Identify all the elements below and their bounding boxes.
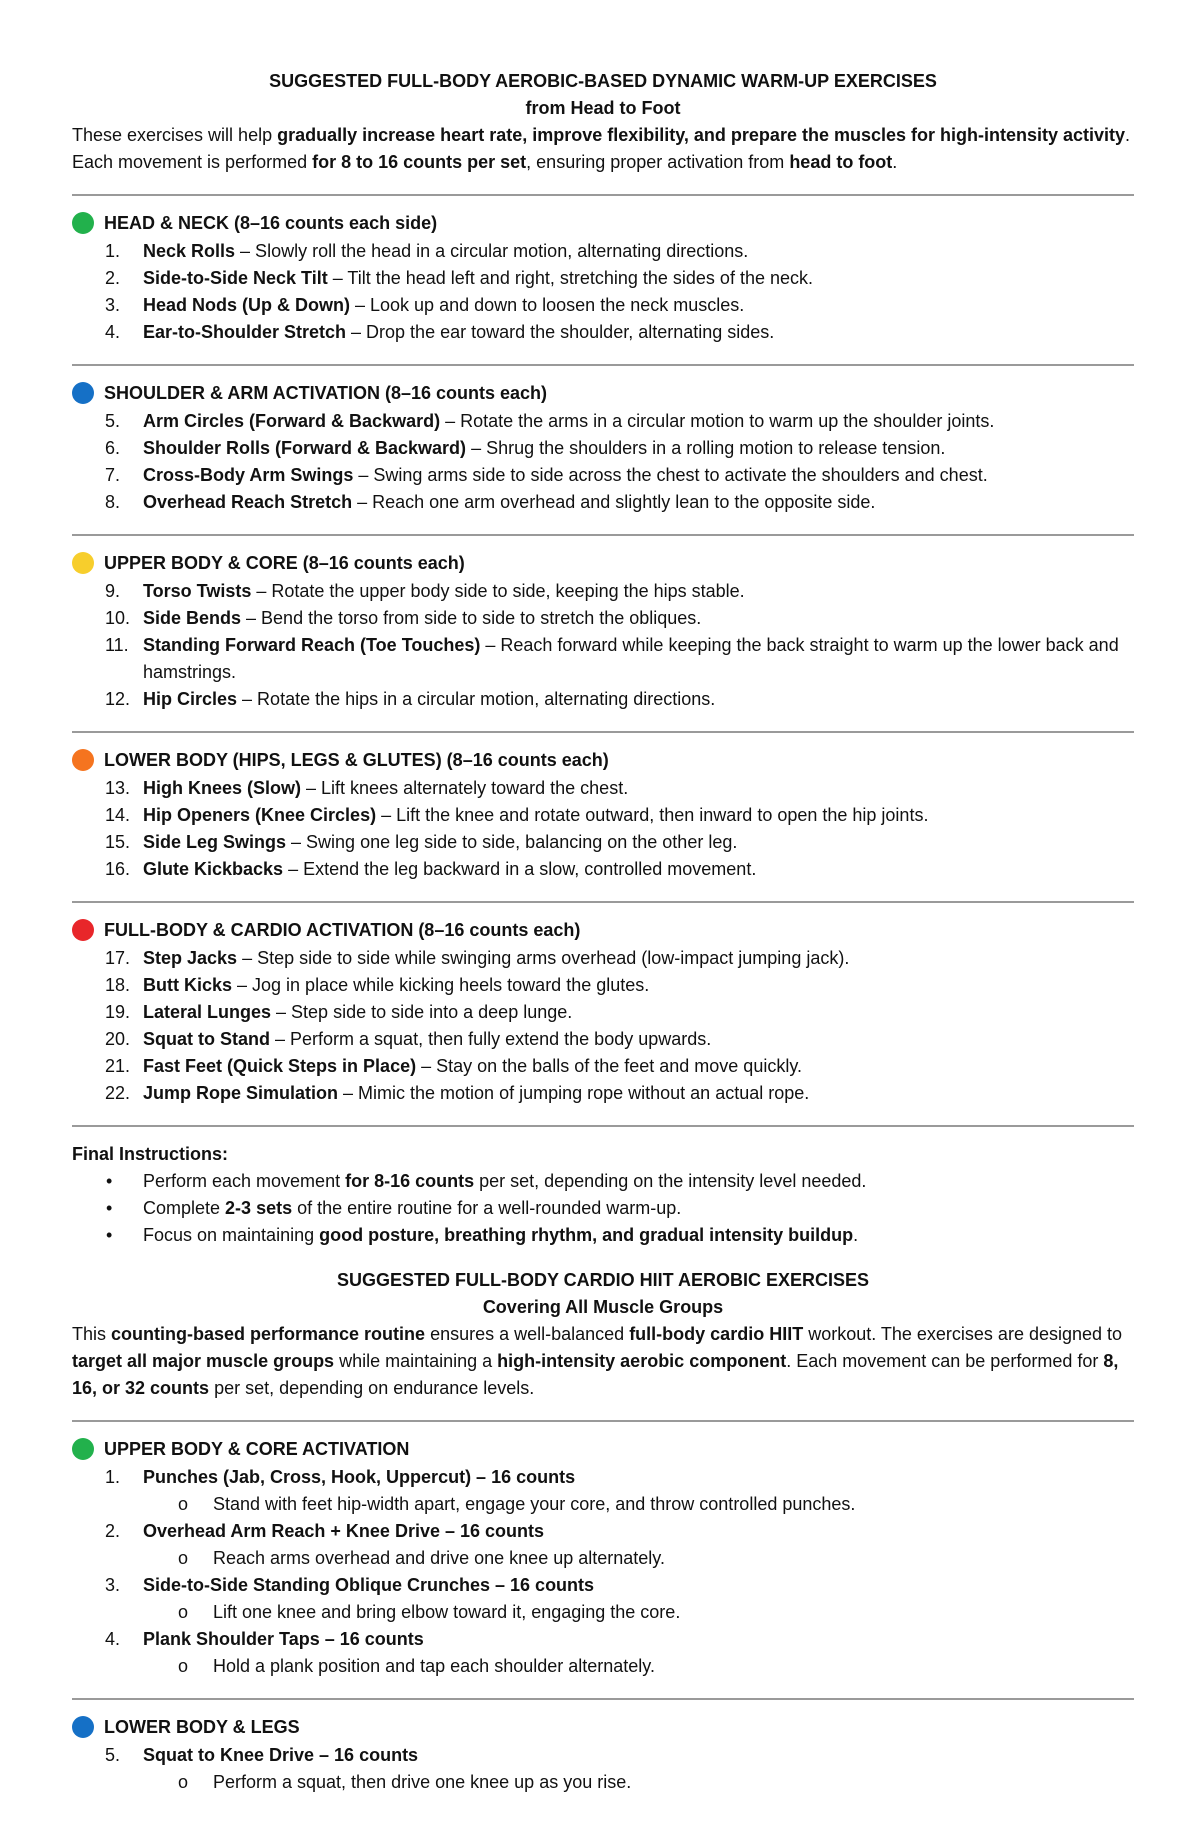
item-number: 14.: [105, 805, 131, 825]
exercise-name: Hip Openers (Knee Circles): [143, 805, 377, 825]
circle-bullet-icon: o: [178, 1602, 189, 1622]
exercise-name: Step Jacks: [143, 948, 238, 968]
item-text: [143, 408, 1134, 435]
warmup-intro: [72, 122, 1134, 176]
item-number: 2.: [105, 268, 121, 288]
item-text: [143, 999, 1134, 1026]
warmup-sections: [72, 194, 1134, 1107]
document-page: [72, 68, 1134, 1796]
text-run: Each movement is performed: [72, 152, 313, 172]
exercise-item: [72, 435, 1134, 462]
text-run: .: [853, 1225, 859, 1245]
section-heading: [72, 550, 1134, 576]
text-run: per set, depending on endurance levels.: [209, 1378, 535, 1398]
item-number: 20.: [105, 1029, 131, 1049]
item-text: [143, 462, 1134, 489]
item-number: 11.: [105, 635, 129, 655]
exercise-name: Plank Shoulder Taps – 16 counts: [143, 1629, 424, 1649]
item-text: [143, 856, 1134, 883]
item-text: [143, 1464, 1134, 1491]
exercise-description: – Rotate the upper body side to side, keeping the hips stable.: [251, 581, 745, 601]
exercise-name: Torso Twists: [143, 581, 252, 601]
item-text: [143, 578, 1134, 605]
exercise-item: [72, 1053, 1134, 1080]
section-heading: [72, 210, 1134, 236]
exercise-item: [72, 945, 1134, 972]
text-run: per set, depending on the intensity level needed.: [474, 1171, 867, 1191]
item-number: 16.: [105, 859, 131, 879]
exercise-item: [72, 1572, 1134, 1599]
exercise-name: Hip Circles: [143, 689, 238, 709]
item-text: [143, 1742, 1134, 1769]
bold-text: high-intensity aerobic component: [497, 1351, 787, 1371]
exercise-item: [72, 856, 1134, 883]
exercise-name: Side Leg Swings: [143, 832, 287, 852]
section-heading: [72, 1436, 1134, 1462]
circle-bullet-icon: o: [178, 1548, 189, 1568]
exercise-list: [72, 408, 1134, 516]
exercise-sub-item: [72, 1599, 1134, 1626]
item-text: [143, 802, 1134, 829]
item-text: [143, 435, 1134, 462]
bold-text: counting-based performance routine: [111, 1324, 426, 1344]
bold-text: for 8-16 counts: [345, 1171, 475, 1191]
exercise-list: [72, 1464, 1134, 1680]
exercise-sub-item: [72, 1769, 1134, 1796]
item-text: [143, 489, 1134, 516]
exercise-item: [72, 1026, 1134, 1053]
section-heading: [72, 747, 1134, 773]
item-text: [143, 238, 1134, 265]
exercise-description: – Lift the knee and rotate outward, then inward to open the hip joints.: [376, 805, 929, 825]
item-text: [143, 632, 1134, 686]
item-number: 9.: [105, 581, 121, 601]
exercise-item: [72, 238, 1134, 265]
exercise-item: [72, 1080, 1134, 1107]
exercise-description: – Drop the ear toward the shoulder, alternating sides.: [346, 322, 775, 342]
item-text: [143, 265, 1134, 292]
final-instructions-title: Final Instructions:: [72, 1144, 229, 1164]
bold-text: target all major muscle groups: [72, 1351, 335, 1371]
exercise-item: [72, 1742, 1134, 1769]
bold-text: gradually increase heart rate, improve flexibility, and prepare the muscles for high-intensity activity: [277, 125, 1126, 145]
text-run: .: [892, 152, 898, 172]
item-number: 13.: [105, 778, 131, 798]
exercise-description: – Swing one leg side to side, balancing on the other leg.: [286, 832, 738, 852]
text-run: Complete: [143, 1198, 226, 1218]
item-number: 1.: [105, 241, 121, 261]
exercise-description: – Tilt the head left and right, stretching the sides of the neck.: [327, 268, 813, 288]
item-text: [143, 829, 1134, 856]
bullet-icon: •: [106, 1198, 113, 1218]
exercise-name: High Knees (Slow): [143, 778, 302, 798]
exercise-item: [72, 408, 1134, 435]
item-number: 5.: [105, 411, 121, 431]
exercise-description: – Bend the torso from side to side to stretch the obliques.: [241, 608, 702, 628]
item-text: [143, 945, 1134, 972]
item-number: 15.: [105, 832, 131, 852]
text-run: This: [72, 1324, 112, 1344]
exercise-name: Overhead Reach Stretch: [143, 492, 353, 512]
exercise-item: [72, 319, 1134, 346]
hiit-intro: [72, 1321, 1134, 1402]
warmup-title: SUGGESTED FULL-BODY AEROBIC-BASED DYNAMIC WARM-UP EXERCISES: [269, 71, 937, 91]
exercise-item: [72, 489, 1134, 516]
exercise-list: [72, 1742, 1134, 1796]
bullet-icon: •: [106, 1225, 113, 1245]
section-heading-text: LOWER BODY & LEGS: [104, 1717, 300, 1737]
exercise-description: – Reach forward while keeping the back straight to warm up the lower back and hamstrings.: [143, 635, 1119, 682]
exercise-description: – Mimic the motion of jumping rope without an actual rope.: [338, 1083, 810, 1103]
exercise-item: [72, 1464, 1134, 1491]
item-text: [143, 775, 1134, 802]
circle-bullet-icon: o: [178, 1656, 189, 1676]
exercise-item: [72, 1518, 1134, 1545]
final-instruction-item: [72, 1168, 1134, 1195]
item-number: 3.: [105, 1575, 121, 1595]
exercise-item: [72, 829, 1134, 856]
item-number: 5.: [105, 1745, 121, 1765]
divider: [72, 1125, 1134, 1127]
exercise-item: [72, 292, 1134, 319]
exercise-name: Punches (Jab, Cross, Hook, Uppercut) – 16 counts: [143, 1467, 576, 1487]
item-text: [143, 1080, 1134, 1107]
exercise-item: [72, 775, 1134, 802]
item-number: 21.: [105, 1056, 131, 1076]
exercise-item: [72, 265, 1134, 292]
bold-text: for 8 to 16 counts per set: [312, 152, 527, 172]
exercise-name: Overhead Arm Reach + Knee Drive – 16 counts: [143, 1521, 545, 1541]
exercise-name: Arm Circles (Forward & Backward): [143, 411, 441, 431]
final-instructions-list: [72, 1168, 1134, 1249]
exercise-name: Neck Rolls: [143, 241, 236, 261]
item-text: [143, 292, 1134, 319]
exercise-item: [72, 632, 1134, 686]
item-number: 12.: [105, 689, 131, 709]
section-heading: [72, 1714, 1134, 1740]
hiit-sections: [72, 1420, 1134, 1796]
exercise-name: Shoulder Rolls (Forward & Backward): [143, 438, 467, 458]
exercise-item: [72, 972, 1134, 999]
exercise-name: Side-to-Side Standing Oblique Crunches – 16 counts: [143, 1575, 595, 1595]
exercise-name: Head Nods (Up & Down): [143, 295, 350, 315]
exercise-description: – Rotate the hips in a circular motion, alternating directions.: [237, 689, 716, 709]
text-run: . Each movement can be performed for: [786, 1351, 1104, 1371]
green-circle-icon: [72, 212, 94, 234]
exercise-list: [72, 578, 1134, 713]
red-circle-icon: [72, 919, 94, 941]
text-run: ensures a well-balanced: [425, 1324, 630, 1344]
exercise-name: Squat to Stand: [143, 1029, 270, 1049]
section-heading-text: HEAD & NECK (8–16 counts each side): [104, 213, 438, 233]
exercise-description: – Look up and down to loosen the neck muscles.: [350, 295, 745, 315]
item-text: [143, 605, 1134, 632]
exercise-description: – Stay on the balls of the feet and move quickly.: [416, 1056, 802, 1076]
exercise-sub-text: Perform a squat, then drive one knee up as you rise.: [213, 1772, 632, 1792]
exercise-name: Cross-Body Arm Swings: [143, 465, 354, 485]
exercise-sub-item: [72, 1491, 1134, 1518]
final-instruction-text: [143, 1222, 858, 1249]
bold-text: head to foot: [789, 152, 893, 172]
exercise-sub-text: Lift one knee and bring elbow toward it, engaging the core.: [213, 1602, 681, 1622]
exercise-name: Lateral Lunges: [143, 1002, 272, 1022]
item-number: 7.: [105, 465, 121, 485]
exercise-name: Jump Rope Simulation: [143, 1083, 339, 1103]
bullet-icon: •: [106, 1171, 113, 1191]
item-text: [143, 972, 1134, 999]
item-number: 8.: [105, 492, 121, 512]
exercise-name: Ear-to-Shoulder Stretch: [143, 322, 347, 342]
exercise-description: – Extend the leg backward in a slow, controlled movement.: [283, 859, 757, 879]
exercise-description: – Reach one arm overhead and slightly lean to the opposite side.: [352, 492, 876, 512]
exercise-name: Squat to Knee Drive – 16 counts: [143, 1745, 419, 1765]
item-text: [143, 1026, 1134, 1053]
text-run: Focus on maintaining: [143, 1225, 320, 1245]
exercise-description: – Perform a squat, then fully extend the body upwards.: [270, 1029, 712, 1049]
item-number: 10.: [105, 608, 131, 628]
exercise-description: – Lift knees alternately toward the chest.: [301, 778, 629, 798]
section-heading-text: LOWER BODY (HIPS, LEGS & GLUTES) (8–16 counts each): [104, 750, 609, 770]
text-run: .: [1125, 125, 1131, 145]
final-instruction-item: [72, 1222, 1134, 1249]
blue-circle-icon: [72, 1716, 94, 1738]
hiit-title: SUGGESTED FULL-BODY CARDIO HIIT AEROBIC EXERCISES: [336, 1270, 870, 1290]
exercise-name: Fast Feet (Quick Steps in Place): [143, 1056, 417, 1076]
exercise-item: [72, 999, 1134, 1026]
item-number: 4.: [105, 322, 121, 342]
exercise-list: [72, 238, 1134, 346]
exercise-description: – Rotate the arms in a circular motion to warm up the shoulder joints.: [440, 411, 995, 431]
section-heading: [72, 380, 1134, 406]
exercise-name: Side-to-Side Neck Tilt: [143, 268, 328, 288]
text-run: while maintaining a: [334, 1351, 498, 1371]
exercise-item: [72, 802, 1134, 829]
exercise-name: Glute Kickbacks: [143, 859, 284, 879]
item-text: [143, 319, 1134, 346]
item-number: 17.: [105, 948, 131, 968]
text-run: Perform each movement: [143, 1171, 346, 1191]
exercise-name: Side Bends: [143, 608, 242, 628]
exercise-item: [72, 1626, 1134, 1653]
item-text: [143, 1626, 1134, 1653]
divider: [72, 731, 1134, 733]
exercise-sub-text: Reach arms overhead and drive one knee up alternately.: [213, 1548, 665, 1568]
section-heading-text: FULL-BODY & CARDIO ACTIVATION (8–16 counts each): [104, 920, 581, 940]
item-text: [143, 1572, 1134, 1599]
final-instruction-text: [143, 1195, 681, 1222]
exercise-sub-text: Stand with feet hip-width apart, engage your core, and throw controlled punches.: [213, 1494, 856, 1514]
bold-text: 8, 16, or 32 counts: [72, 1351, 1119, 1398]
final-instruction-item: [72, 1195, 1134, 1222]
exercise-list: [72, 945, 1134, 1107]
item-number: 18.: [105, 975, 131, 995]
item-number: 4.: [105, 1629, 121, 1649]
bold-text: good posture, breathing rhythm, and gradual intensity buildup: [319, 1225, 854, 1245]
item-number: 19.: [105, 1002, 131, 1022]
bold-text: full-body cardio HIIT: [629, 1324, 804, 1344]
green-circle-icon: [72, 1438, 94, 1460]
section-heading-text: UPPER BODY & CORE ACTIVATION: [104, 1439, 410, 1459]
item-text: [143, 1053, 1134, 1080]
exercise-description: – Step side to side while swinging arms overhead (low-impact jumping jack).: [237, 948, 850, 968]
divider: [72, 364, 1134, 366]
item-text: [143, 1518, 1134, 1545]
divider: [72, 1420, 1134, 1422]
exercise-description: – Swing arms side to side across the chest to activate the shoulders and chest.: [353, 465, 988, 485]
divider: [72, 534, 1134, 536]
exercise-list: [72, 775, 1134, 883]
text-run: workout. The exercises are designed to: [803, 1324, 1123, 1344]
text-run: , ensuring proper activation from: [526, 152, 790, 172]
item-number: 6.: [105, 438, 121, 458]
orange-circle-icon: [72, 749, 94, 771]
divider: [72, 194, 1134, 196]
exercise-description: – Slowly roll the head in a circular motion, alternating directions.: [235, 241, 749, 261]
exercise-description: – Jog in place while kicking heels toward the glutes.: [232, 975, 650, 995]
section-heading-text: SHOULDER & ARM ACTIVATION (8–16 counts each): [104, 383, 548, 403]
item-number: 22.: [105, 1083, 131, 1103]
circle-bullet-icon: o: [178, 1494, 189, 1514]
text-run: of the entire routine for a well-rounded warm-up.: [292, 1198, 682, 1218]
bold-text: 2-3 sets: [225, 1198, 293, 1218]
section-heading: [72, 917, 1134, 943]
blue-circle-icon: [72, 382, 94, 404]
yellow-circle-icon: [72, 552, 94, 574]
text-run: These exercises will help: [72, 125, 278, 145]
divider: [72, 901, 1134, 903]
exercise-item: [72, 605, 1134, 632]
exercise-sub-text: Hold a plank position and tap each shoulder alternately.: [213, 1656, 655, 1676]
section-heading-text: UPPER BODY & CORE (8–16 counts each): [104, 553, 465, 573]
warmup-subtitle: from Head to Foot: [525, 98, 681, 118]
exercise-item: [72, 578, 1134, 605]
exercise-description: – Shrug the shoulders in a rolling motion to release tension.: [466, 438, 946, 458]
exercise-sub-item: [72, 1653, 1134, 1680]
item-number: 3.: [105, 295, 121, 315]
divider: [72, 1698, 1134, 1700]
exercise-name: Standing Forward Reach (Toe Touches): [143, 635, 481, 655]
final-instruction-text: [143, 1168, 866, 1195]
exercise-name: Butt Kicks: [143, 975, 233, 995]
exercise-item: [72, 462, 1134, 489]
exercise-item: [72, 686, 1134, 713]
item-number: 1.: [105, 1467, 121, 1487]
hiit-subtitle: Covering All Muscle Groups: [482, 1297, 724, 1317]
item-number: 2.: [105, 1521, 121, 1541]
circle-bullet-icon: o: [178, 1772, 189, 1792]
exercise-sub-item: [72, 1545, 1134, 1572]
exercise-description: – Step side to side into a deep lunge.: [271, 1002, 573, 1022]
item-text: [143, 686, 1134, 713]
